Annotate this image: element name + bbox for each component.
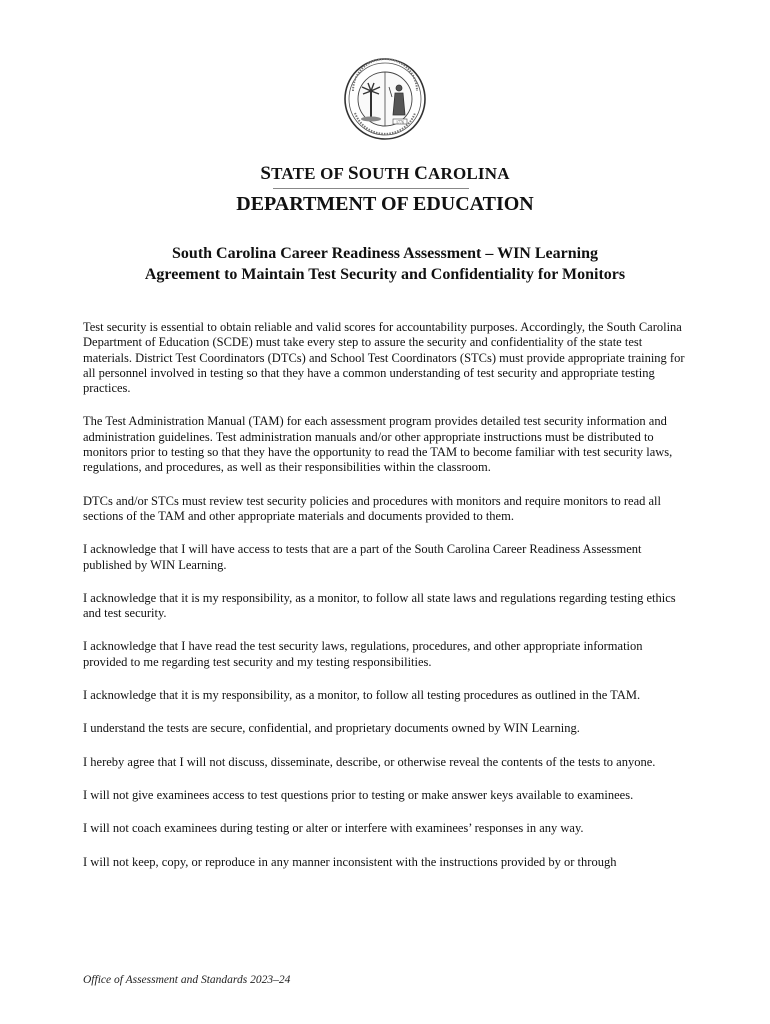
paragraph: I understand the tests are secure, confidential, and proprietary documents owned by WIN Learning.: [83, 721, 580, 736]
document-title-line-2: Agreement to Maintain Test Security and Confidentiality for Monitors: [144, 266, 626, 283]
paragraph: I will not give examinees access to test questions prior to testing or make answer keys available to examinees.: [83, 787, 634, 802]
paragraph: I acknowledge that it is my responsibility, as a monitor, to follow all testing procedures as outlined in the TAM.: [83, 688, 641, 703]
paragraph: The Test Administration Manual (TAM) for each assessment program provides detailed test security information and administration guidelines. Test administration manuals and/or other appropriate instructions must be distributed to monitors prior to testing so that they have the opportunity to read the TAM to become familiar with test security laws, regulations, and procedures, as well as their responsibilities within the classroom.: [83, 414, 673, 475]
paragraph: I acknowledge that I will have access to tests that are a part of the South Carolina Career Readiness Assessment published by WIN Learning.: [83, 542, 642, 572]
paragraph: I acknowledge that I have read the test security laws, regulations, procedures, and other appropriate information provided to me regarding test security and my testing responsibilities.: [83, 639, 643, 669]
page-footer: Office of Assessment and Standards 2023–24: [83, 974, 291, 986]
seal-year: 1776: [396, 119, 404, 125]
state-seal-icon: [329, 57, 441, 141]
department-heading: DEPARTMENT OF EDUCATION: [236, 193, 534, 215]
heading-divider: [273, 188, 469, 189]
paragraph: I will not coach examinees during testing or alter or interfere with examinees’ responses in any way.: [83, 821, 584, 836]
paragraph: I will not keep, copy, or reproduce in any manner inconsistent with the instructions provided by or through: [83, 854, 617, 869]
document-title-line-1: South Carolina Career Readiness Assessment – WIN Learning: [172, 245, 598, 262]
document-body: [83, 320, 687, 888]
paragraph: I hereby agree that I will not discuss, disseminate, describe, or otherwise reveal the contents of the tests to anyone.: [83, 754, 656, 769]
state-heading: STATE OF SOUTH CAROLINA: [260, 163, 510, 184]
paragraph: DTCs and/or STCs must review test security policies and procedures with monitors and require monitors to read all sections of the TAM and other appropriate materials and documents provided to them.: [83, 493, 662, 523]
paragraph: I acknowledge that it is my responsibility, as a monitor, to follow all state laws and regulations regarding testing ethics and test security.: [83, 590, 676, 621]
paragraph: Test security is essential to obtain reliable and valid scores for accountability purposes. Accordingly, the South Carolina Department of Education (SCDE) must take every step to assure the security and confidentiality of the state test materials. District Test Coordinators (DTCs) and School Test Coordinators (STCs) must provide appropriate training for all personnel involved in testing so that they have a common understanding of test security and appropriate testing practices.: [83, 320, 685, 396]
